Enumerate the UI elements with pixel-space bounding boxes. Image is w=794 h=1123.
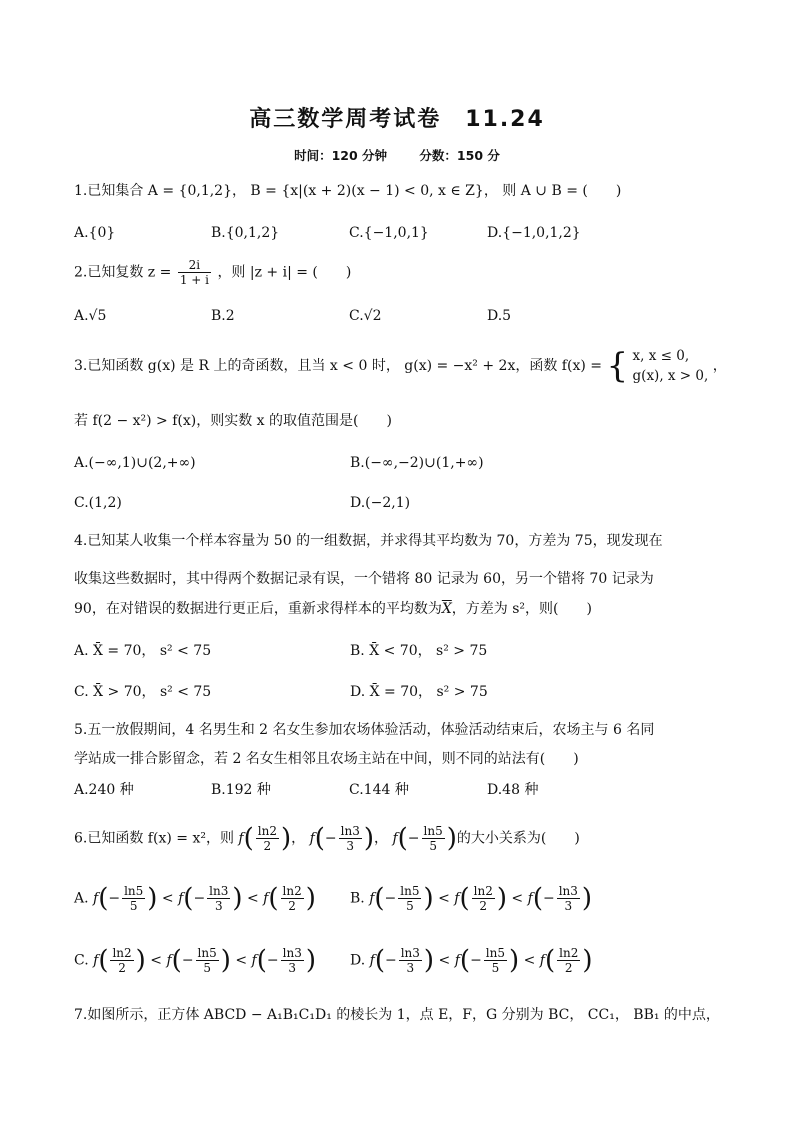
q6-den: 3 [288, 961, 297, 975]
q6-paren: ) [582, 945, 593, 976]
q6-frac [122, 884, 145, 913]
q3-option-a: A.(−∞,1)∪(2,+∞) [74, 455, 196, 471]
q4-option-c: C. X̄ > 70， s² < 75 [74, 684, 212, 700]
q6-den: 2 [479, 899, 488, 913]
q6-num: ln5 [423, 824, 443, 838]
q2-stem-pre: 2.已知复数 z = [74, 264, 172, 281]
q6-paren: ) [305, 883, 316, 914]
q6-frac-ln2 [256, 824, 279, 853]
q6-paren: ( [532, 883, 543, 914]
q6-paren: ( [98, 945, 109, 976]
q6-frac [557, 946, 580, 975]
q6-paren: ( [268, 883, 279, 914]
q6-stem: 6.已知函数 f(x) = x²，则 f( $\frac{\ln 2}{2}$ )， f(− $\frac{\ln 3}{3}$ )， f(− $\frac{\ln 5}{5}$ )的大小关系为( ) [74, 823, 580, 854]
q6-paren: ( [374, 945, 385, 976]
q6-frac [207, 884, 230, 913]
q6-den: 2 [564, 961, 573, 975]
q6-f: f [93, 952, 99, 969]
exam-subtitle [0, 146, 794, 164]
q6-den: 5 [429, 839, 437, 853]
q6-f: f [454, 952, 460, 969]
q6-den: 2 [118, 961, 126, 975]
q6-label-a: A. [74, 890, 89, 907]
q2-frac-den: 1 + i [179, 273, 209, 287]
q6-frac [196, 946, 219, 975]
q6-den: 2 [288, 899, 296, 913]
q2-stem [74, 258, 351, 287]
q6-frac-ln3 [339, 824, 362, 853]
q1-option-c: C.{−1,0,1} [349, 225, 429, 241]
q5-option-d: D.48 种 [487, 782, 539, 798]
q6-den: 5 [491, 961, 500, 975]
q6-f: f [251, 952, 257, 969]
q6-label-d: D. [350, 952, 366, 969]
q6-frac [399, 946, 422, 975]
q1-option-d: D.{−1,0,1,2} [487, 225, 581, 241]
q6-num: ln3 [558, 884, 578, 898]
q6-num: ln5 [124, 884, 144, 898]
q6-label-b: B. [350, 890, 365, 907]
q6-num: ln3 [340, 824, 360, 838]
q6-option-a: A. f(− $\frac{\ln 5}{5}$ ) < f(− $\frac{\ln 3}{3}$ ) < f( $\frac{\ln 2}{2}$ ) [74, 883, 316, 914]
q6-den: 3 [406, 961, 415, 975]
q2-fraction [178, 258, 211, 287]
q3-stem-pre: 3.已知函数 g(x) 是 R 上的奇函数，且当 x < 0 时， g(x) = −x² + 2x，函数 f(x) = [74, 358, 602, 374]
q5-line-1: 5.五一放假期间，4 名男生和 2 名女生参加农场体验活动，体验活动结束后，农场主与 6 名同 [74, 722, 655, 738]
q6-num: ln2 [112, 946, 132, 960]
q4-option-b: B. X̄ < 70， s² > 75 [350, 643, 488, 659]
q6-num: ln5 [400, 884, 420, 898]
q6-paren-close: ) [446, 823, 457, 854]
q5-line-2: 学站成一排合影留念，若 2 名女生相邻且农场主站在中间，则不同的站法有( ) [74, 751, 579, 767]
q6-num: ln5 [485, 946, 505, 960]
q3-option-c: C.(1,2) [74, 495, 122, 511]
q6-paren: ) [423, 945, 435, 976]
q1-option-b: B.{0,1,2} [211, 225, 280, 241]
q4-line-3 [74, 598, 592, 620]
q1-stem: 1.已知集合 A = {0,1,2}， B = {x|(x + 2)(x − 1) < 0, x ∈ Z}， 则 A ∪ B = ( ) [74, 183, 622, 199]
q2-stem-post: ，则 |z + i| = ( ) [217, 264, 352, 281]
q6-option-d: D. f(− $\frac{\ln 3}{3}$ ) < f(− $\frac{\ln 5}{5}$ ) < f( $\frac{\ln 2}{2}$ ) [350, 945, 593, 976]
q3-option-d: D.(−2,1) [350, 495, 411, 511]
q6-paren: ) [423, 883, 434, 914]
q6-den: 5 [406, 899, 414, 913]
q6-f-3: f [392, 830, 398, 847]
q6-f: f [527, 890, 533, 907]
q6-f-1: f [238, 830, 244, 847]
q6-paren-close: ) [363, 823, 374, 854]
q6-frac [398, 884, 421, 913]
q6-f-2: f [309, 830, 315, 847]
q6-paren: ) [305, 945, 316, 976]
q6-num: ln3 [209, 884, 229, 898]
q5-option-b: B.192 种 [211, 782, 271, 798]
exam-time: 时间：120 分钟 [294, 148, 388, 163]
q6-f: f [93, 890, 99, 907]
q6-frac [281, 884, 304, 913]
q6-f: f [263, 890, 269, 907]
q6-paren: ( [459, 945, 471, 976]
q6-paren: ( [98, 883, 109, 914]
q6-frac [484, 946, 507, 975]
q6-num: ln5 [197, 946, 217, 960]
q6-paren: ) [135, 945, 146, 976]
q6-den: 3 [564, 899, 573, 913]
q6-frac [281, 946, 304, 975]
q6-paren: ) [232, 883, 243, 914]
q3-brace: { [606, 346, 629, 386]
q5-option-a: A.240 种 [74, 782, 134, 798]
q3-line-2: 若 f(2 − x²) > f(x)，则实数 x 的取值范围是( ) [74, 413, 392, 429]
exam-title: 高三数学周考试卷 11.24 [249, 107, 545, 132]
q3-case-2: g(x), x > 0, [632, 368, 709, 384]
q6-label-c: C. [74, 952, 89, 969]
q7-line-1: 7.如图所示，正方体 ABCD − A₁B₁C₁D₁ 的棱长为 1，点 E，F，G 分别为 BC， CC₁， BB₁ 的中点， [74, 1007, 720, 1023]
q6-den: 2 [263, 839, 272, 853]
q6-num: ln2 [559, 946, 579, 960]
q6-paren: ( [544, 945, 556, 976]
q6-option-b: B. f(− $\frac{\ln 5}{5}$ ) < f( $\frac{\ln 2}{2}$ ) < f(− $\frac{\ln 3}{3}$ ) [350, 883, 593, 914]
q6-paren: ( [256, 945, 267, 976]
q6-den: 3 [214, 899, 223, 913]
q6-paren: ) [147, 883, 158, 914]
q2-option-c: C.√2 [349, 308, 382, 324]
q6-paren-open: ( [314, 823, 325, 854]
q6-num: ln3 [282, 946, 302, 960]
q6-paren: ) [509, 945, 520, 976]
q6-paren: ( [171, 945, 182, 976]
q6-paren-close: ) [280, 823, 292, 854]
q6-stem-post: 的大小关系为( ) [456, 830, 580, 847]
q6-paren: ) [220, 945, 231, 976]
q4-line-1: 4.已知某人收集一个样本容量为 50 的一组数据，并求得其平均数为 70，方差为 75，现发现在 [74, 533, 663, 549]
q6-den: 5 [203, 961, 211, 975]
q6-paren-open: ( [397, 823, 408, 854]
q2-option-b: B.2 [211, 308, 235, 324]
q4-line-3-pre: 90，在对错误的数据进行更正后，重新求得样本的平均数为 [74, 601, 442, 617]
q6-paren: ) [496, 883, 507, 914]
q6-frac [472, 884, 495, 913]
q6-num: ln2 [473, 884, 493, 898]
q4-line-2: 收集这些数据时，其中得两个数据记录有误，一个错将 80 记录为 60，另一个错将 70 记录为 [74, 571, 654, 587]
q4-option-a: A. X̄ = 70， s² < 75 [74, 643, 212, 659]
q6-f: f [539, 952, 545, 969]
q6-f: f [178, 890, 184, 907]
q4-xbar: $\overline{X}$ [441, 601, 452, 617]
q6-f: f [454, 890, 460, 907]
q6-frac [110, 946, 133, 975]
q6-frac [557, 884, 580, 913]
q2-option-d: D.5 [487, 308, 512, 324]
q2-option-a: A.√5 [74, 308, 107, 324]
q6-f: f [166, 952, 172, 969]
q6-frac-ln5 [422, 824, 445, 853]
q6-stem-pre: 6.已知函数 f(x) = x²，则 [74, 830, 234, 847]
q1-option-a: A.{0} [74, 225, 116, 241]
q6-option-c: C. f( $\frac{\ln 2}{2}$ ) < f(− $\frac{\ln 5}{5}$ ) < f(− $\frac{\ln 3}{3}$ ) [74, 945, 316, 976]
q6-f: f [369, 952, 375, 969]
q6-num: ln2 [282, 884, 302, 898]
exam-score: 分数：150 分 [419, 148, 500, 163]
q4-option-d: D. X̄ = 70， s² > 75 [350, 684, 488, 700]
q6-f: f [369, 890, 375, 907]
q6-paren: ( [459, 883, 470, 914]
q6-num: ln3 [400, 946, 420, 960]
q6-paren: ( [183, 883, 194, 914]
q3-stem [74, 346, 727, 386]
q6-paren: ( [374, 883, 385, 914]
q6-paren: ) [581, 883, 593, 914]
q3-stem-post: ， [712, 358, 727, 374]
q6-den: 3 [346, 839, 355, 853]
q6-num: ln2 [257, 824, 277, 838]
q3-option-b: B.(−∞,−2)∪(1,+∞) [350, 455, 484, 471]
q6-den: 5 [129, 899, 138, 913]
q3-case-1: x, x ≤ 0, [632, 348, 690, 364]
q4-line-3-mid: ，方差为 s²，则( ) [451, 601, 592, 617]
q6-paren-open: ( [243, 823, 254, 854]
q2-frac-num: 2i [178, 258, 211, 273]
q3-cases [633, 346, 709, 386]
q5-option-c: C.144 种 [349, 782, 409, 798]
